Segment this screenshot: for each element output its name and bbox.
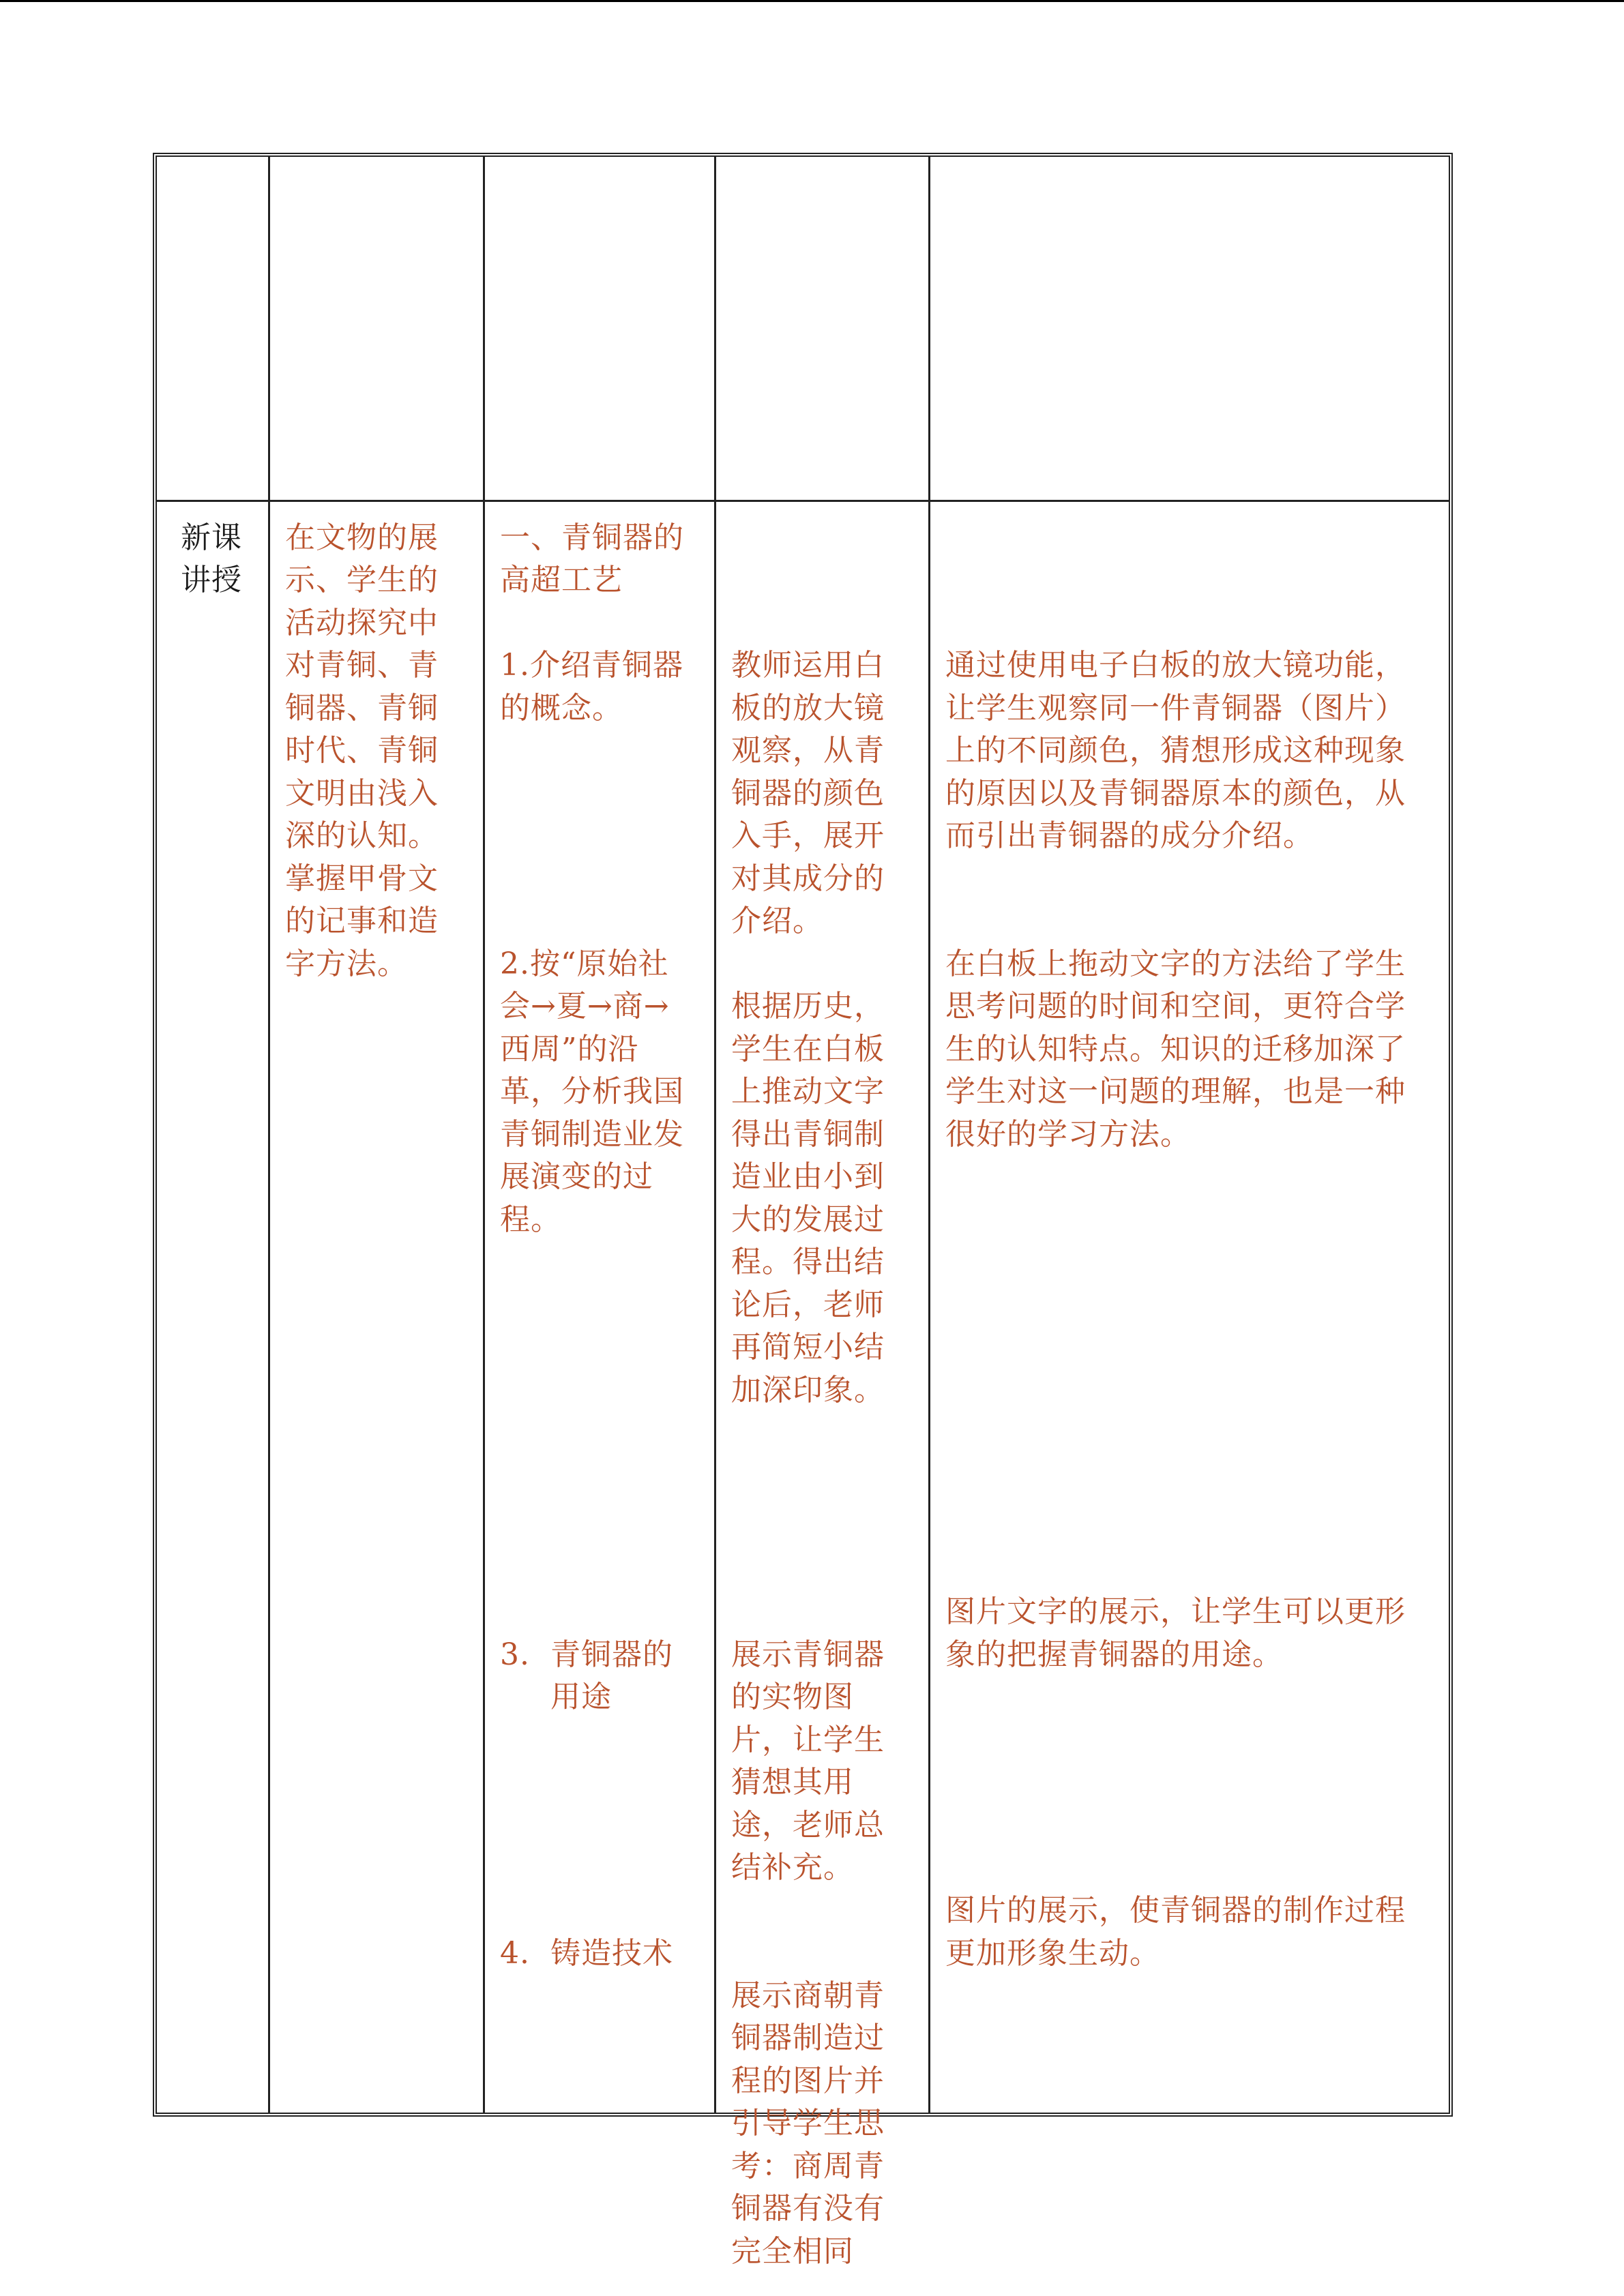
activity-4-line: 完全相同 [731, 2234, 854, 2269]
activity-4-line: 程的图片并 [731, 2063, 885, 2098]
content-item-2: 2.按“原始社 [500, 946, 669, 981]
activity-2-line: 再简短小结 [731, 1330, 885, 1365]
intent-3-line: 象的把握青铜器的用途。 [945, 1637, 1283, 1672]
activity-1-line: 入手，展开 [731, 818, 885, 853]
objective-line: 活动探究中 [285, 606, 439, 640]
activity-3-line: 片，让学生 [731, 1723, 885, 1757]
objective-line: 文明由浅入 [285, 776, 439, 811]
objective-line: 的记事和造 [285, 904, 439, 938]
activity-4-line: 铜器有没有 [731, 2191, 885, 2226]
intent-1-line: 让学生观察同一件青铜器（图片） [945, 691, 1406, 726]
content-heading: 一、青铜器的 [500, 520, 684, 555]
activity-2-line: 学生在白板 [731, 1032, 885, 1067]
activity-2-line: 得出青铜制 [731, 1117, 885, 1152]
activity-1-line: 对其成分的 [731, 861, 885, 896]
intent-1-line: 的原因以及青铜器原本的颜色，从 [945, 776, 1406, 811]
activity-3-line: 展示青铜器 [731, 1637, 885, 1672]
activity-2-line: 大的发展过 [731, 1202, 885, 1237]
activity-3-line: 的实物图 [731, 1680, 854, 1714]
content-item-2: 西周”的沿 [500, 1032, 639, 1067]
activity-2-line: 论后，老师 [731, 1287, 885, 1322]
activity-3-line: 途，老师总 [731, 1808, 885, 1843]
activity-2-line: 程。得出结 [731, 1244, 885, 1279]
row-divider [157, 500, 1449, 502]
content-item-4: 铸造技术 [550, 1936, 673, 1971]
activity-3-line: 结补充。 [731, 1850, 854, 1885]
intent-2-line: 很好的学习方法。 [945, 1117, 1191, 1152]
activity-2-line: 根据历史， [731, 989, 885, 1024]
activity-3-line: 猜想其用 [731, 1765, 854, 1800]
intent-1-line: 上的不同颜色，猜想形成这种现象 [945, 733, 1406, 768]
row-label-line: 新课 [181, 520, 242, 555]
intent-2-line: 学生对这一问题的理解，也是一种 [945, 1074, 1406, 1109]
activity-2-line: 上推动文字 [731, 1074, 885, 1109]
objective-line: 深的认知。 [285, 818, 439, 853]
intent-4-line: 更加形象生动。 [945, 1936, 1160, 1971]
content-item-3-number: 3. [500, 1637, 530, 1672]
intent-3-line: 图片文字的展示，让学生可以更形 [945, 1594, 1406, 1629]
intent-1-line: 通过使用电子白板的放大镜功能， [945, 648, 1406, 683]
activity-4-line: 铜器制造过 [731, 2021, 885, 2055]
activity-4-line: 展示商朝青 [731, 1978, 885, 2013]
intent-2-line: 在白板上拖动文字的方法给了学生 [945, 946, 1406, 981]
activity-2-line: 造业由小到 [731, 1159, 885, 1194]
content-item-2: 展演变的过 [500, 1159, 653, 1194]
activity-1-line: 介绍。 [731, 904, 823, 938]
content-item-3: 青铜器的 [550, 1637, 673, 1672]
content-item-1: 1.介绍青铜器 [500, 648, 683, 683]
objective-line: 时代、青铜 [285, 733, 439, 768]
activity-2-line: 加深印象。 [731, 1373, 885, 1407]
objective-line: 示、学生的 [285, 563, 439, 597]
intent-2-line: 生的认知特点。知识的迁移加深了 [945, 1032, 1406, 1067]
content-item-4-number: 4. [500, 1936, 530, 1971]
activity-1-line: 教师运用白 [731, 648, 885, 683]
objective-line: 铜器、青铜 [285, 691, 439, 726]
objective-line: 在文物的展 [285, 520, 439, 555]
content-item-2: 程。 [500, 1202, 561, 1237]
activity-4-line: 引导学生思 [731, 2106, 885, 2141]
objective-line: 掌握甲骨文 [285, 861, 439, 896]
activity-1-line: 观察，从青 [731, 733, 885, 768]
empty-top-row [157, 157, 1453, 500]
content-item-2: 青铜制造业发 [500, 1117, 684, 1152]
lesson-plan-table [153, 153, 1453, 2269]
intent-2-line: 思考问题的时间和空间，更符合学 [945, 989, 1406, 1024]
content-heading: 高超工艺 [500, 563, 623, 597]
row-label-line: 讲授 [181, 563, 242, 597]
page-top-border [0, 0, 1624, 2]
intent-1-line: 而引出青铜器的成分介绍。 [945, 818, 1314, 853]
objective-line: 字方法。 [285, 946, 408, 981]
content-item-2: 会→夏→商→ [500, 989, 670, 1024]
content-item-3: 用途 [550, 1680, 612, 1714]
activity-4-line: 考：商周青 [731, 2149, 885, 2183]
activity-1-line: 板的放大镜 [731, 691, 885, 726]
activity-1-line: 铜器的颜色 [731, 776, 885, 811]
objective-line: 对青铜、青 [285, 648, 439, 683]
content-item-2: 革，分析我国 [500, 1074, 684, 1109]
intent-4-line: 图片的展示，使青铜器的制作过程 [945, 1893, 1406, 1928]
content-item-1: 的概念。 [500, 691, 623, 726]
